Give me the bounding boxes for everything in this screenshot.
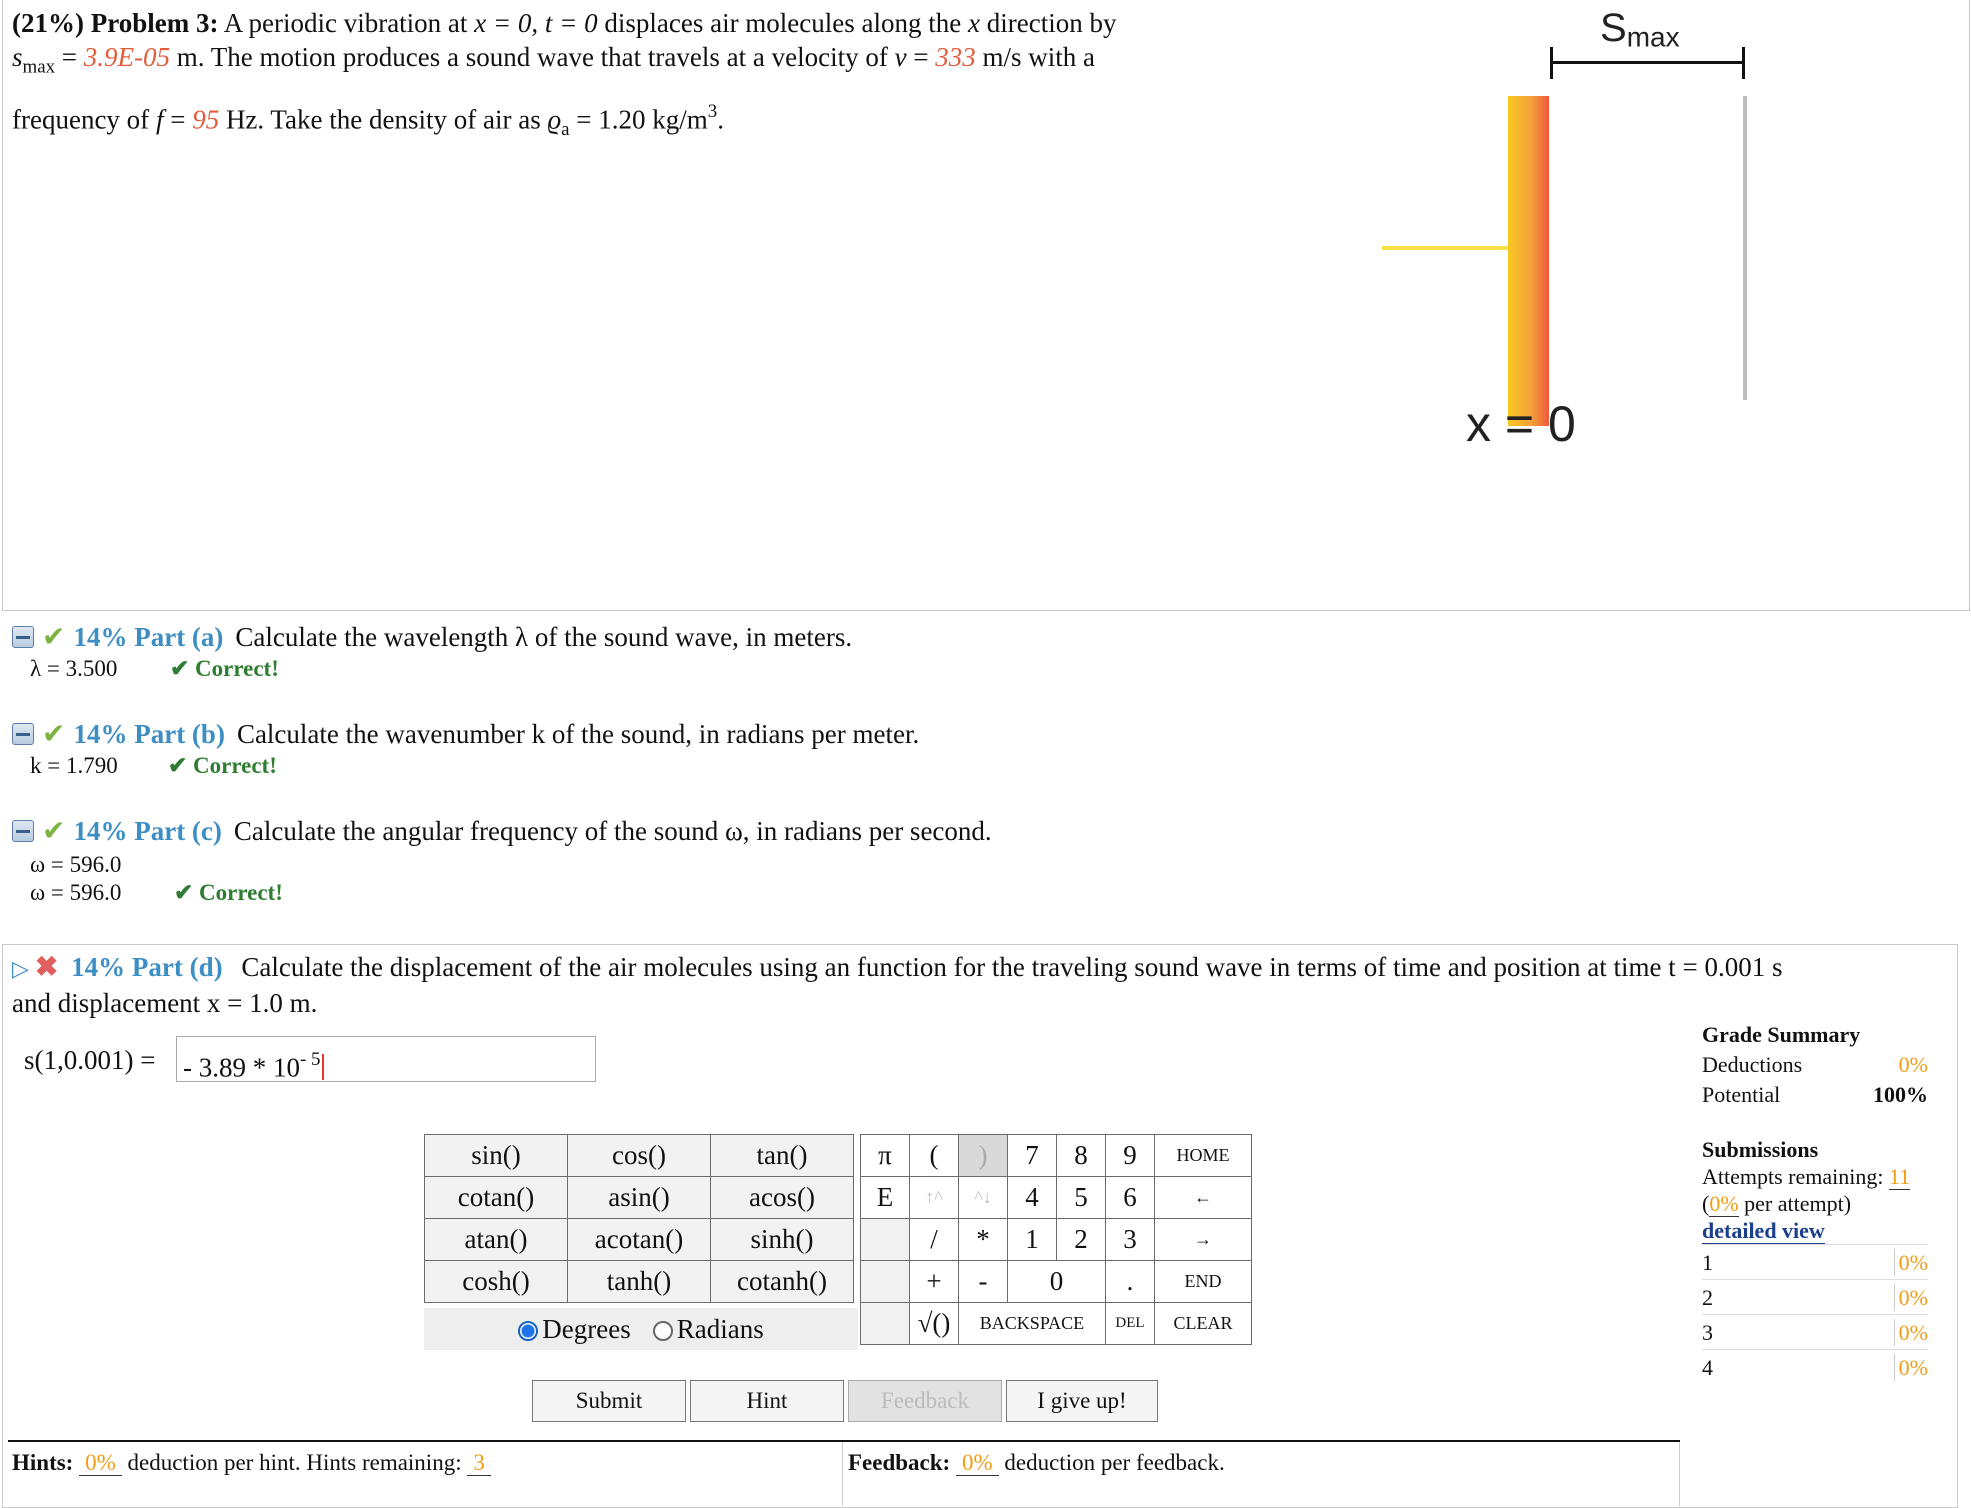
key-cotan[interactable]: cotan() [425, 1177, 568, 1219]
key-backspace[interactable]: BACKSPACE [959, 1303, 1106, 1345]
key-clear[interactable]: CLEAR [1155, 1303, 1252, 1345]
deductions-value: 0% [1898, 1052, 1928, 1077]
figure-smax-sub: max [1626, 21, 1680, 53]
key-acotan[interactable]: acotan() [568, 1219, 711, 1261]
degrees-option[interactable] [518, 1314, 630, 1345]
part-c-question: Calculate the angular frequency of the sound ω, in radians per second. [233, 815, 992, 846]
submission-row [1702, 1314, 1928, 1349]
per-attempt-pct: 0% [1709, 1191, 1739, 1216]
check-icon: ✔ [42, 622, 66, 653]
key-6[interactable]: 6 [1106, 1177, 1155, 1219]
submission-pct: 0% [1894, 1319, 1928, 1346]
key-home[interactable]: HOME [1155, 1135, 1252, 1177]
hint-divider-line [8, 1440, 1680, 1442]
key-close-paren[interactable]: ) [959, 1135, 1008, 1177]
key-open-paren[interactable]: ( [910, 1135, 959, 1177]
per-attempt-open: ( [1702, 1191, 1710, 1216]
submit-button[interactable]: Submit [532, 1380, 686, 1422]
figure-smax-label [1600, 6, 1680, 54]
problem-text-1: A periodic vibration at [223, 8, 468, 38]
check-icon: ✔ [42, 719, 66, 750]
problem-text-7: Hz. Take the density of air as [219, 103, 541, 134]
figure-x0-label: x = 0 [1466, 396, 1576, 452]
feedback-info [848, 1450, 1225, 1476]
part-b-question: Calculate the wavenumber k of the sound, in radians per meter. [236, 718, 920, 749]
answer-value: - 3.89 * 10 [183, 1052, 300, 1083]
rho-value: = 1.20 kg/m [569, 103, 708, 134]
hints-remaining: 3 [467, 1450, 491, 1476]
degrees-label: Degrees [542, 1313, 631, 1344]
answer-input[interactable] [176, 1036, 596, 1082]
smax-symbol: s [12, 42, 23, 72]
key-decimal[interactable]: . [1106, 1261, 1155, 1303]
key-cosh[interactable]: cosh() [425, 1261, 568, 1303]
key-asin[interactable]: asin() [568, 1177, 711, 1219]
key-sinh[interactable]: sinh() [711, 1219, 854, 1261]
save-icon[interactable] [12, 626, 34, 648]
submission-number: 3 [1702, 1319, 1713, 1345]
radians-radio[interactable] [653, 1321, 673, 1341]
submission-pct: 0% [1894, 1249, 1928, 1276]
v-symbol: v [894, 42, 907, 72]
part-c-header [12, 814, 992, 848]
part-c-answer-2: ω = 596.0 [30, 880, 122, 905]
rho-sub: a [561, 118, 570, 140]
key-blank [861, 1303, 910, 1345]
key-3[interactable]: 3 [1106, 1219, 1155, 1261]
part-c-name: Part (c) [134, 815, 222, 846]
part-b-weight: 14% [73, 718, 128, 749]
detailed-view-link[interactable]: detailed view [1702, 1218, 1825, 1243]
key-atan[interactable]: atan() [425, 1219, 568, 1261]
key-1[interactable]: 1 [1008, 1219, 1057, 1261]
f-value: 95 [192, 103, 220, 134]
function-keypad [424, 1134, 854, 1303]
problem-text-6: frequency of [12, 103, 150, 134]
figure-smax-bar [1552, 61, 1744, 64]
key-7[interactable]: 7 [1008, 1135, 1057, 1177]
attempts-remaining [1702, 1163, 1928, 1190]
part-b-answer: k = 1.790 [30, 753, 118, 778]
submission-pct: 0% [1894, 1354, 1928, 1381]
angle-mode [424, 1308, 858, 1350]
figure-piston-rod [1382, 246, 1508, 250]
key-end[interactable]: END [1155, 1261, 1252, 1303]
key-minus[interactable]: - [959, 1261, 1008, 1303]
key-tan[interactable]: tan() [711, 1135, 854, 1177]
problem-text-5: m/s with a [975, 42, 1096, 72]
hints-pct: 0% [79, 1450, 122, 1476]
problem-text-2: displaces air molecules along the [604, 8, 962, 38]
key-down-arrows[interactable]: ^↓ [959, 1177, 1008, 1219]
key-multiply[interactable]: * [959, 1219, 1008, 1261]
f-symbol: f [155, 103, 164, 134]
part-b-status: ✔ Correct! [168, 753, 277, 778]
part-d-label [71, 952, 222, 982]
figure-piston [1508, 96, 1549, 426]
part-a-weight: 14% [73, 621, 128, 652]
potential-row [1702, 1082, 1928, 1108]
rho-sup: 3 [707, 100, 718, 122]
key-sqrt[interactable]: √() [910, 1303, 959, 1345]
hints-label: Hints: [12, 1450, 74, 1475]
save-icon[interactable] [12, 723, 34, 745]
key-8[interactable]: 8 [1057, 1135, 1106, 1177]
deductions-row [1702, 1052, 1928, 1078]
feedback-box-edge [1679, 1442, 1680, 1506]
part-a-status: ✔ Correct! [170, 656, 279, 681]
grade-summary-title: Grade Summary [1702, 1022, 1861, 1047]
check-icon: ✔ [42, 816, 66, 847]
degrees-radio[interactable] [518, 1321, 538, 1341]
numeric-keypad [860, 1134, 1252, 1345]
key-4[interactable]: 4 [1008, 1177, 1057, 1219]
grade-summary [1702, 1022, 1928, 1108]
part-b-header [12, 717, 919, 751]
key-blank [861, 1261, 910, 1303]
part-a-question: Calculate the wavelength λ of the sound wave, in meters. [235, 621, 853, 652]
key-divide[interactable]: / [910, 1219, 959, 1261]
submission-row [1702, 1279, 1928, 1314]
save-icon[interactable] [12, 820, 34, 842]
submissions-panel [1702, 1136, 1928, 1384]
key-tanh[interactable]: tanh() [568, 1261, 711, 1303]
problem-statement: (21%) Problem 3: A periodic vibration at x = 0, t = 0 displaces air molecules along the x direction by $s_{max} = 3.9E-05$ m. The motion produces a sound wave that travels at a velocity of v = 333 m/s with a frequency of f = 95 Hz. Take the density of air as $ϱ_a = 1.20$ $kg/m^3$. [12, 8, 1117, 140]
key-left-arrow[interactable]: ← [1155, 1177, 1252, 1219]
key-9[interactable]: 9 [1106, 1135, 1155, 1177]
potential-value: 100% [1873, 1082, 1928, 1107]
part-d-header [12, 950, 1942, 1020]
give-up-button[interactable]: I give up! [1006, 1380, 1158, 1422]
figure-smax-cap-right [1742, 47, 1745, 79]
answer-label: s(1,0.001) = [24, 1045, 156, 1075]
radians-label: Radians [676, 1313, 764, 1344]
part-b-label [73, 719, 224, 750]
figure-limit-line [1743, 96, 1747, 400]
answer-exponent: - 5 [300, 1049, 321, 1070]
feedback-button[interactable]: Feedback [848, 1380, 1002, 1422]
feedback-pct: 0% [956, 1450, 999, 1476]
submission-row [1702, 1349, 1928, 1384]
key-blank [861, 1219, 910, 1261]
part-c-status: ✔ Correct! [174, 880, 283, 905]
rho-symbol: ϱ [547, 103, 562, 134]
v-value: 333 [935, 42, 976, 72]
radians-option[interactable] [653, 1314, 764, 1345]
key-cos[interactable]: cos() [568, 1135, 711, 1177]
key-sin[interactable]: sin() [425, 1135, 568, 1177]
potential-label: Potential [1702, 1082, 1781, 1107]
problem-condition: x = 0, t = 0 [474, 8, 598, 38]
problem-weight: (21%) [12, 8, 84, 38]
incorrect-x-icon: ✖ [34, 952, 59, 983]
key-right-arrow[interactable]: → [1155, 1219, 1252, 1261]
part-c-weight: 14% [73, 815, 128, 846]
part-a-label [73, 622, 223, 653]
part-a-name: Part (a) [134, 621, 224, 652]
key-pi[interactable]: π [861, 1135, 910, 1177]
smax-sub: max [22, 56, 56, 78]
text-caret [322, 1054, 324, 1080]
submission-number: 4 [1702, 1354, 1713, 1380]
key-5[interactable]: 5 [1057, 1177, 1106, 1219]
problem-text-4: m. The motion produces a sound wave that travels at a velocity of [170, 42, 888, 72]
part-c-label [73, 816, 221, 847]
part-a-answer: λ = 3.500 [30, 656, 118, 681]
submission-row [1702, 1244, 1928, 1279]
hint-button[interactable]: Hint [690, 1380, 844, 1422]
hint-feedback-separator [842, 1442, 843, 1506]
equals-sign: = [55, 42, 84, 72]
part-d-weight: 14% [71, 952, 126, 982]
deductions-label: Deductions [1702, 1052, 1803, 1077]
period: . [717, 103, 724, 134]
part-d-question-1: Calculate the displacement of the air molecules using an function for the traveling sound wave in terms of time and position at time t = 0.001 s [241, 952, 1783, 982]
key-plus[interactable]: + [910, 1261, 959, 1303]
key-e[interactable]: E [861, 1177, 910, 1219]
hints-info [12, 1450, 491, 1476]
figure-smax-letter: S [1600, 6, 1627, 50]
per-attempt-text: per attempt) [1738, 1191, 1852, 1216]
key-up-arrows[interactable]: ↑^ [910, 1177, 959, 1219]
submission-pct: 0% [1894, 1284, 1928, 1311]
part-b-name: Part (b) [134, 718, 225, 749]
key-del[interactable]: DEL [1106, 1303, 1155, 1345]
per-attempt [1702, 1190, 1928, 1217]
feedback-text: deduction per feedback. [1004, 1450, 1225, 1475]
key-cotanh[interactable]: cotanh() [711, 1261, 854, 1303]
part-c-answer-1: ω = 596.0 [30, 852, 122, 877]
problem-title: Problem 3: [90, 8, 219, 38]
expand-arrow-icon[interactable]: ▷ [12, 956, 29, 981]
key-2[interactable]: 2 [1057, 1219, 1106, 1261]
hints-text: deduction per hint. Hints remaining: [127, 1450, 462, 1475]
part-a-header [12, 620, 852, 654]
smax-value: 3.9E-05 [83, 42, 171, 72]
attempts-value: 11 [1888, 1164, 1911, 1189]
figure-smax-cap-left [1550, 47, 1553, 79]
part-d-question-2: and displacement x = 1.0 m. [12, 988, 318, 1018]
key-0[interactable]: 0 [1008, 1261, 1106, 1303]
submissions-title: Submissions [1702, 1137, 1819, 1162]
x-variable: x [968, 8, 980, 38]
feedback-label: Feedback: [848, 1450, 951, 1475]
problem-text-3: direction by [986, 8, 1117, 38]
part-d-name: Part (d) [131, 952, 223, 982]
submission-number: 1 [1702, 1249, 1713, 1275]
attempts-label: Attempts remaining: [1702, 1164, 1884, 1189]
submission-number: 2 [1702, 1284, 1713, 1310]
key-acos[interactable]: acos() [711, 1177, 854, 1219]
